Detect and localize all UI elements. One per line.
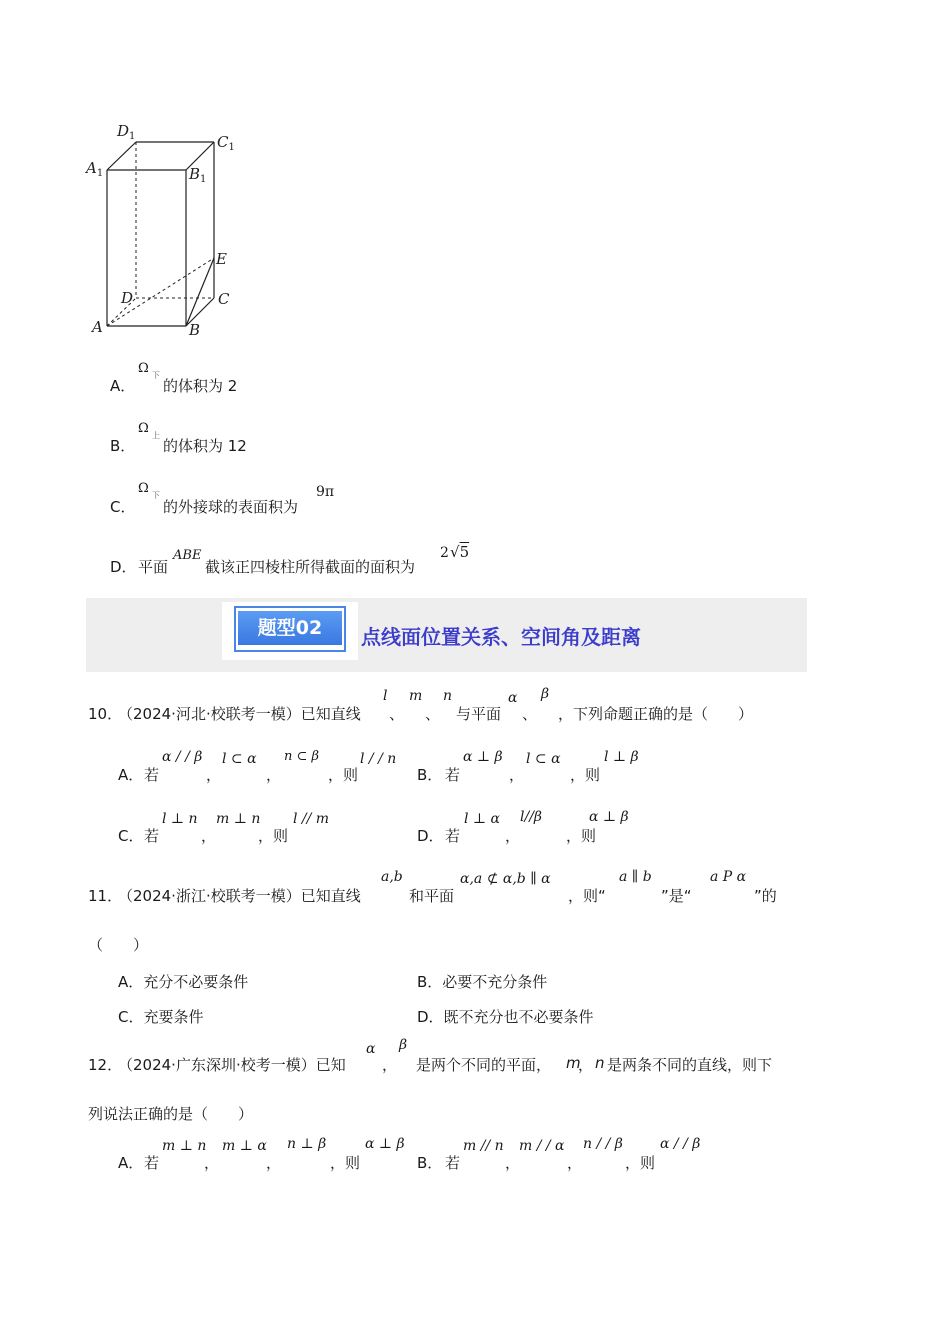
q11-option-d: D．既不充分也不必要条件 bbox=[417, 1008, 594, 1026]
label-C: C bbox=[218, 290, 230, 308]
prism-figure bbox=[80, 115, 250, 345]
section-title: 点线面位置关系、空间角及距离 bbox=[361, 625, 641, 649]
label-A1: $A_1$ bbox=[86, 159, 104, 179]
section-badge: 题型02 bbox=[238, 611, 342, 645]
label-B: B bbox=[189, 321, 201, 339]
q11-option-c: C．充要条件 bbox=[118, 1008, 204, 1026]
label-D1: $D_1$ bbox=[117, 122, 136, 142]
q11-paren: （ ） bbox=[88, 936, 149, 954]
q12-line2: 列说法正确的是（ ） bbox=[88, 1105, 254, 1123]
label-B1: $B_1$ bbox=[189, 165, 207, 185]
label-D: D bbox=[121, 289, 134, 307]
label-E: E bbox=[216, 250, 227, 268]
q11-option-a: A．充分不必要条件 bbox=[118, 973, 249, 991]
label-C1: $C_1$ bbox=[217, 133, 235, 153]
label-A: A bbox=[92, 318, 103, 336]
q11-option-b: B．必要不充分条件 bbox=[417, 973, 548, 991]
